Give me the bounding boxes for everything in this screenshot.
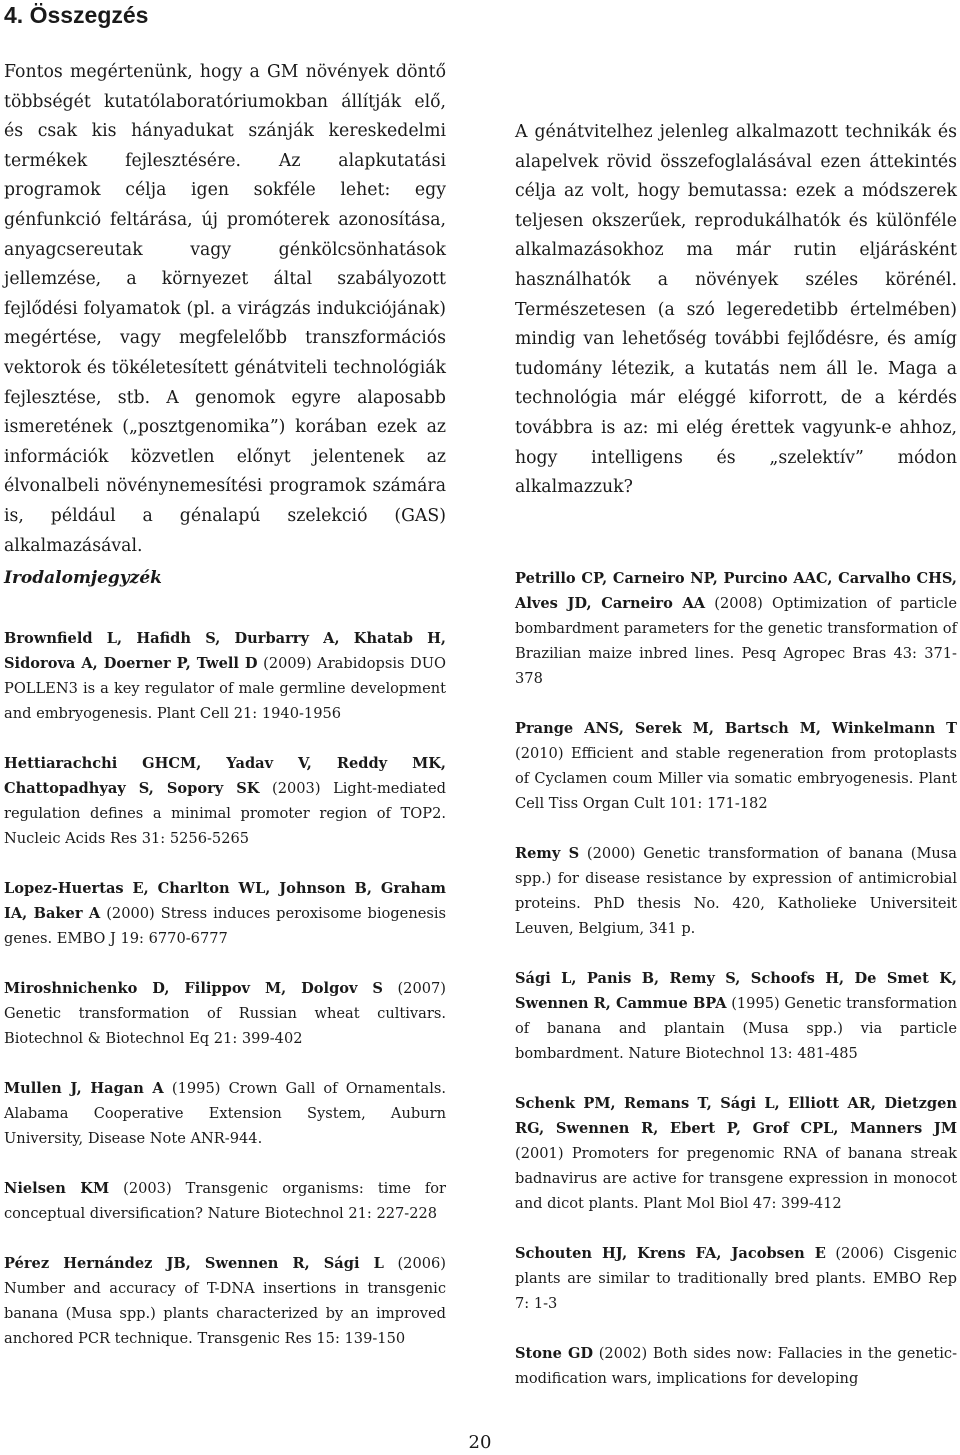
references-heading: Irodalomjegyzék [4, 568, 162, 588]
reference-citation: (2006) Number and accuracy of T-DNA insertions in transgenic banana (Musa spp.) plants characterized by an improved anchored PCR technique. Transgenic Res 15: 139-150 [4, 1255, 446, 1347]
reference-authors: Stone GD [515, 1345, 594, 1362]
references-column-right [515, 566, 957, 1416]
reference-citation: (1995) Genetic transformation of banana and plantain (Musa spp.) via particle bombardment. Nature Biotechnol 13: 481-485 [515, 995, 957, 1062]
reference-entry [4, 876, 446, 951]
reference-citation: (2001) Promoters for pregenomic RNA of banana streak badnavirus are active for transgene expression in monocot and dicot plants. Plant Mol Biol 47: 399-412 [515, 1145, 957, 1212]
reference-citation: (2008) Optimization of particle bombardment parameters for the genetic transformation of Brazilian maize inbred lines. Pesq Agropec Bras 43: 371-378 [515, 595, 957, 687]
reference-authors: Lopez-Huertas E, Charlton WL, Johnson B, Graham IA, Baker A [4, 880, 446, 922]
reference-citation: (2003) Light-mediated regulation defines a minimal promoter region of TOP2. Nucleic Acids Res 31: 5256-5265 [4, 780, 446, 847]
reference-citation: (2003) Transgenic organisms: time for conceptual diversification? Nature Biotechnol 21: 227-228 [4, 1180, 447, 1222]
reference-authors: Prange ANS, Serek M, Bartsch M, Winkelmann T [515, 720, 957, 737]
reference-authors: Petrillo CP, Carneiro NP, Purcino AAC, Carvalho CHS, Alves JD, Carneiro AA [515, 570, 957, 612]
reference-authors: Brownfield L, Hafidh S, Durbarry A, Khatab H, Sidorova A, Doerner P, Twell D [4, 630, 446, 672]
reference-citation: (2009) Arabidopsis DUO POLLEN3 is a key regulator of male germline development and embryogenesis. Plant Cell 21: 1940-1956 [4, 655, 447, 722]
reference-authors: Miroshnichenko D, Filippov M, Dolgov S [4, 980, 383, 997]
reference-authors: Remy S [515, 845, 580, 862]
summary-paragraph-1: Fontos megértenünk, hogy a GM növények döntő többségét kutatólaboratóriumokban állítják elő, és csak kis hányadukat szánják kereskedelmi termékek fejlesztésére. Az alapkutatási programok célja igen sokféle lehet: egy génfunkció feltárása, új promóterek azonosítása, anyagcsereutak vagy génkölcsönhatások jellemzése, a környezet által szabályozott fejlődési folyamatok (pl. a virágzás indukciójának) megértése, vagy megfelelőbb transzformációs vektorok és tökéletesített génátviteli technológiák fejlesztése, stb. A genomok egyre alaposabb ismeretének („posztgenomika”) korában ezek az információk közvetlen előnyt jelentenek az élvonalbeli növénynemesítési programok számára is, például a génalapú szelekció (GAS) alkalmazásával. [4, 62, 446, 556]
reference-authors: Mullen J, Hagan A [4, 1080, 164, 1097]
reference-citation: (2006) Cisgenic plants are similar to traditionally bred plants. EMBO Rep 7: 1-3 [515, 1245, 957, 1312]
reference-citation: (2002) Both sides now: Fallacies in the genetic-modification wars, implications for developing [515, 1345, 957, 1387]
summary-column-right [515, 0, 957, 503]
reference-authors: Hettiarachchi GHCM, Yadav V, Reddy MK, Chattopadhyay S, Sopory SK [4, 755, 446, 797]
reference-authors: Schenk PM, Remans T, Sági L, Elliott AR, Dietzgen RG, Swennen R, Ebert P, Grof CPL, Manners JM [515, 1095, 957, 1137]
reference-authors: Schouten HJ, Krens FA, Jacobsen E [515, 1245, 826, 1262]
reference-citation: (1995) Crown Gall of Ornamentals. Alabama Cooperative Extension System, Auburn University, Disease Note ANR-944. [4, 1080, 446, 1147]
reference-authors: Sági L, Panis B, Remy S, Schoofs H, De Smet K, Swennen R, Cammue BPA [515, 970, 957, 1012]
reference-citation: (2000) Genetic transformation of banana (Musa spp.) for disease resistance by expression of antimicrobial proteins. PhD thesis No. 420, Katholieke Universiteit Leuven, Belgium, 341 p. [515, 845, 957, 937]
reference-entry [4, 626, 446, 726]
section-title: 4. Összegzés [4, 2, 149, 28]
reference-citation: (2010) Efficient and stable regeneration from protoplasts of Cyclamen coum Miller via somatic embryogenesis. Plant Cell Tiss Organ Cult 101: 171-182 [515, 745, 957, 812]
reference-citation: (2007) Genetic transformation of Russian wheat cultivars. Biotechnol & Biotechnol Eq 21: 399-402 [4, 980, 447, 1047]
reference-entry [515, 1341, 957, 1391]
reference-entry [4, 1251, 446, 1351]
reference-entry [515, 1241, 957, 1316]
reference-entry [515, 566, 957, 691]
reference-entry [515, 841, 957, 941]
page-number: 20 [468, 1432, 492, 1453]
summary-paragraph-2: A génátvitelhez jelenleg alkalmazott technikák és alapelvek rövid összefoglalásával ezen áttekintés célja az volt, hogy bemutassa: ezek a módszerek teljesen okszerűek, reprodukálhatók és különféle alkalmazásokhoz ma már rutin eljárásként használhatók a növények széles körénél. Természetesen (a szó legeredetibb értelmében) mindig van lehetőség további fejlődésre, és amíg tudomány létezik, a kutatás nem áll le. Maga a technológia már eléggé kiforrott, de a kérdés továbbra is az: mi elég érettek vagyunk-e ahhoz, hogy intelligens és „szelektív” módon alkalmazzuk? [515, 122, 957, 498]
reference-authors: Pérez Hernández JB, Swennen R, Sági L [4, 1255, 384, 1272]
reference-entry [515, 1091, 957, 1216]
reference-authors: Nielsen KM [4, 1180, 110, 1197]
reference-entry [515, 716, 957, 816]
reference-entry [4, 1076, 446, 1151]
reference-entry [4, 1176, 446, 1226]
reference-citation: (2000) Stress induces peroxisome biogenesis genes. EMBO J 19: 6770-6777 [4, 905, 446, 947]
references-column-left [4, 626, 446, 1376]
reference-entry [4, 751, 446, 851]
reference-entry [4, 976, 446, 1051]
summary-column-left [4, 58, 446, 556]
reference-entry [515, 966, 957, 1066]
